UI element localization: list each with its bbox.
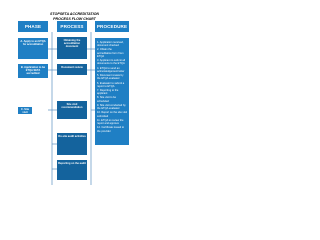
header-process: PROCESS <box>57 21 87 32</box>
procedure-item: 12. Certificate issued to the provider <box>97 126 125 133</box>
process-2-box <box>57 64 87 75</box>
procedure-item: 9. Site visit conducted by the ETQA evaluator <box>97 103 126 111</box>
procedure-item: 8. Site visit to be scheduled <box>97 96 117 103</box>
procedure-item: 11. ETQA to review the report and approve <box>97 118 124 126</box>
procedure-item: 6. Evaluator to submit a report to ETQA <box>97 81 125 88</box>
procedure-item: 2. Obtain the accreditation form from ETQA <box>97 48 124 58</box>
procedure-box <box>95 38 129 145</box>
process-2-label: Document review <box>61 66 83 69</box>
chart-title: STOPSETA ACCREDITATION <box>50 12 99 16</box>
process-5-box <box>57 160 87 180</box>
process-3-label: Site visit recommendation <box>61 103 83 110</box>
process-1-box <box>57 37 87 59</box>
header-procedure: PROCEDURE <box>95 21 129 32</box>
process-3-box <box>57 101 87 119</box>
process-4-box <box>57 133 87 155</box>
phase-a-box <box>18 38 48 59</box>
process-4-label: On-site audit activities <box>58 135 86 138</box>
procedure-item: 3. Applicant to submit all documents to the ETQA <box>97 59 125 66</box>
procedure-item: 1. Application received, document checked <box>97 41 124 48</box>
process-5-label: Reporting on the audit <box>58 162 86 165</box>
phase-a-label: A. Apply to an ETQA for accreditation <box>20 40 46 47</box>
phase-c-label: C. Site visit <box>20 108 30 115</box>
process-1-label: Obtaining the accreditation document <box>63 39 81 49</box>
procedure-item: 7. Reporting to the applicant <box>97 89 119 96</box>
phase-c-box <box>18 107 32 114</box>
phase-b-box <box>18 64 48 78</box>
phase-b-label: B. Application to be ETQA SETA accredited <box>20 66 46 76</box>
header-phase: PHASE <box>18 21 48 32</box>
chart-subtitle: PROCESS FLOW CHART <box>53 16 96 21</box>
procedure-item: 5. Document review by the ETQA evaluator <box>97 74 124 81</box>
procedure-item: 10. Report on the site visit submitted <box>97 111 127 118</box>
procedure-item: 4. ETQA to send an acknowledgement letter <box>97 66 125 73</box>
